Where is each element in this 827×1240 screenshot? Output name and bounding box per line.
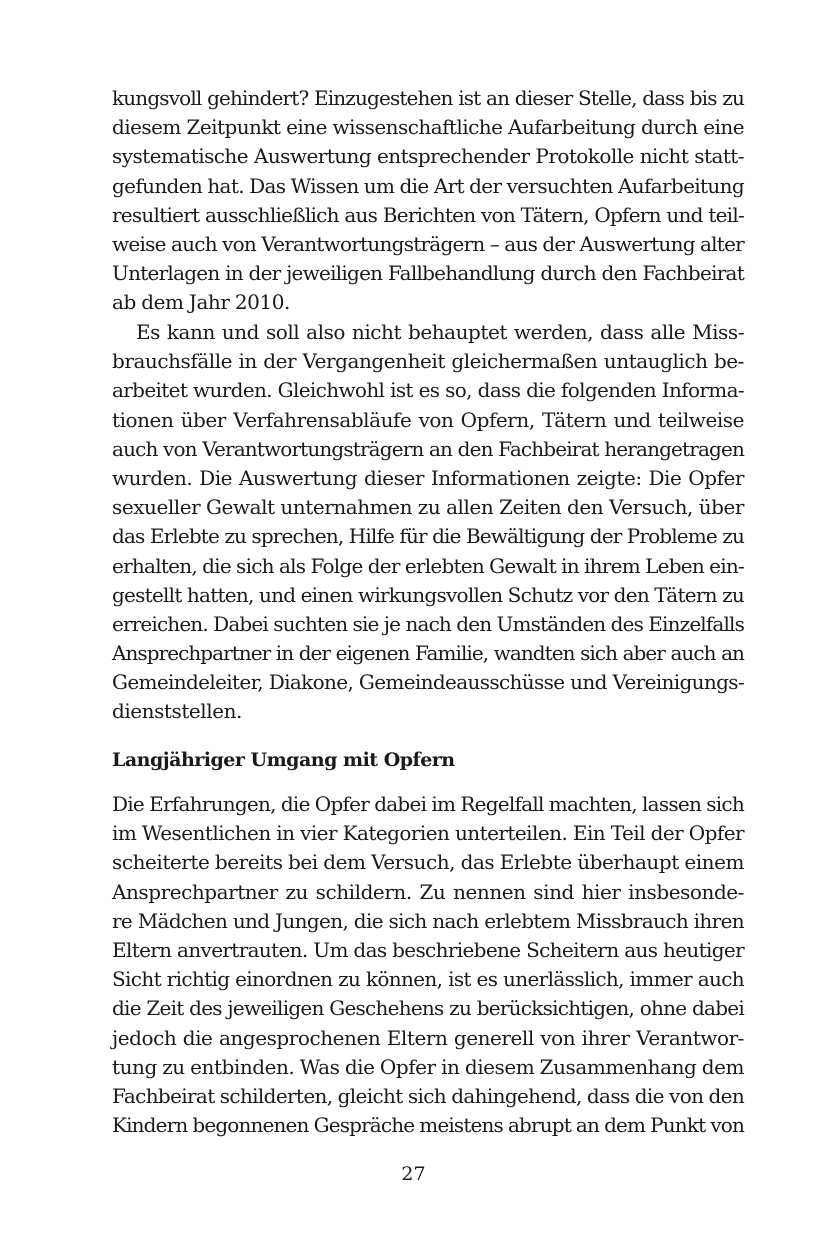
text-line: Unterlagen in der jeweiligen Fallbehandlung durch den Fachbeirat — [112, 261, 744, 286]
text-line: diesem Zeitpunkt eine wissenschaftliche Aufarbeitung durch eine — [112, 115, 744, 140]
text-line: Kindern begonnenen Gespräche meistens abrupt an dem Punkt von — [112, 1113, 744, 1138]
text-line: tung zu entbinden. Was die Opfer in diesem Zusammenhang dem — [112, 1054, 745, 1079]
text-line: die Zeit des jeweiligen Geschehens zu berücksichtigen, ohne dabei — [112, 996, 744, 1021]
text-line: weise auch von Verantwortungsträgern – aus der Auswertung alter — [112, 231, 744, 256]
text-line: brauchsfälle in der Vergangenheit gleichermaßen untauglich be- — [112, 349, 744, 374]
text-line: systematische Auswertung entsprechender Protokolle nicht statt- — [112, 144, 744, 169]
text-line: im Wesentlichen in vier Kategorien unterteilen. Ein Teil der Opfer — [112, 821, 744, 846]
text-line: wurden. Die Auswertung dieser Informationen zeigte: Die Opfer — [112, 465, 744, 490]
text-line: das Erlebte zu sprechen, Hilfe für die Bewältigung der Probleme zu — [112, 524, 744, 549]
paragraph-2 — [112, 318, 744, 727]
text-line: arbeitet wurden. Gleichwohl ist es so, dass die folgenden Informa- — [112, 378, 744, 403]
text-line: gefunden hat. Das Wissen um die Art der versuchten Aufarbeitung — [112, 173, 745, 198]
text-line: erhalten, die sich als Folge der erlebten Gewalt in ihrem Leben ein- — [112, 553, 744, 578]
section-heading: Langjähriger Umgang mit Opfern — [112, 749, 455, 771]
text-line: tionen über Verfahrensabläufe von Opfern, Tätern und teilweise — [112, 407, 744, 432]
text-line: Es kann und soll also nicht behauptet werden, dass alle Miss- — [136, 320, 744, 344]
text-line: dienststellen. — [112, 699, 242, 724]
paragraph-3 — [112, 790, 744, 1140]
text-line: kungsvoll gehindert? Einzugestehen ist an dieser Stelle, dass bis zu — [112, 86, 744, 110]
text-line: Eltern anvertrauten. Um das beschriebene Scheitern aus heutiger — [112, 937, 744, 962]
text-line: erreichen. Dabei suchten sie je nach den Umständen des Einzelfalls — [112, 611, 744, 636]
text-line: sexueller Gewalt unternahmen zu allen Zeiten den Versuch, über — [112, 495, 744, 520]
paragraph-1 — [112, 84, 744, 318]
text-line: jedoch die angesprochenen Eltern generell von ihrer Verantwor- — [112, 1025, 744, 1050]
text-line: Gemeindeleiter, Diakone, Gemeindeausschüsse und Vereinigungs- — [112, 670, 744, 695]
page-number: 27 — [401, 1163, 426, 1185]
text-line: Ansprechpartner zu schildern. Zu nennen sind hier insbesonde- — [112, 879, 744, 904]
text-line: resultiert ausschließlich aus Berichten von Tätern, Opfern und teil- — [112, 202, 744, 227]
text-line: ab dem Jahr 2010. — [112, 290, 290, 315]
text-line: auch von Verantwortungsträgern an den Fachbeirat herangetragen — [112, 436, 744, 461]
text-line: Die Erfahrungen, die Opfer dabei im Regelfall machten, lassen sich — [112, 792, 744, 816]
text-line: scheiterte bereits bei dem Versuch, das Erlebte überhaupt einem — [112, 850, 744, 875]
text-line: Ansprechpartner in der eigenen Familie, wandten sich aber auch an — [112, 641, 744, 666]
text-line: Fachbeirat schilderten, gleicht sich dahingehend, dass die von den — [112, 1083, 745, 1108]
text-line: re Mädchen und Jungen, die sich nach erlebtem Missbrauch ihren — [112, 908, 744, 933]
text-line: Sicht richtig einordnen zu können, ist es unerlässlich, immer auch — [112, 967, 744, 992]
text-line: gestellt hatten, und einen wirkungsvollen Schutz vor den Tätern zu — [112, 582, 744, 607]
